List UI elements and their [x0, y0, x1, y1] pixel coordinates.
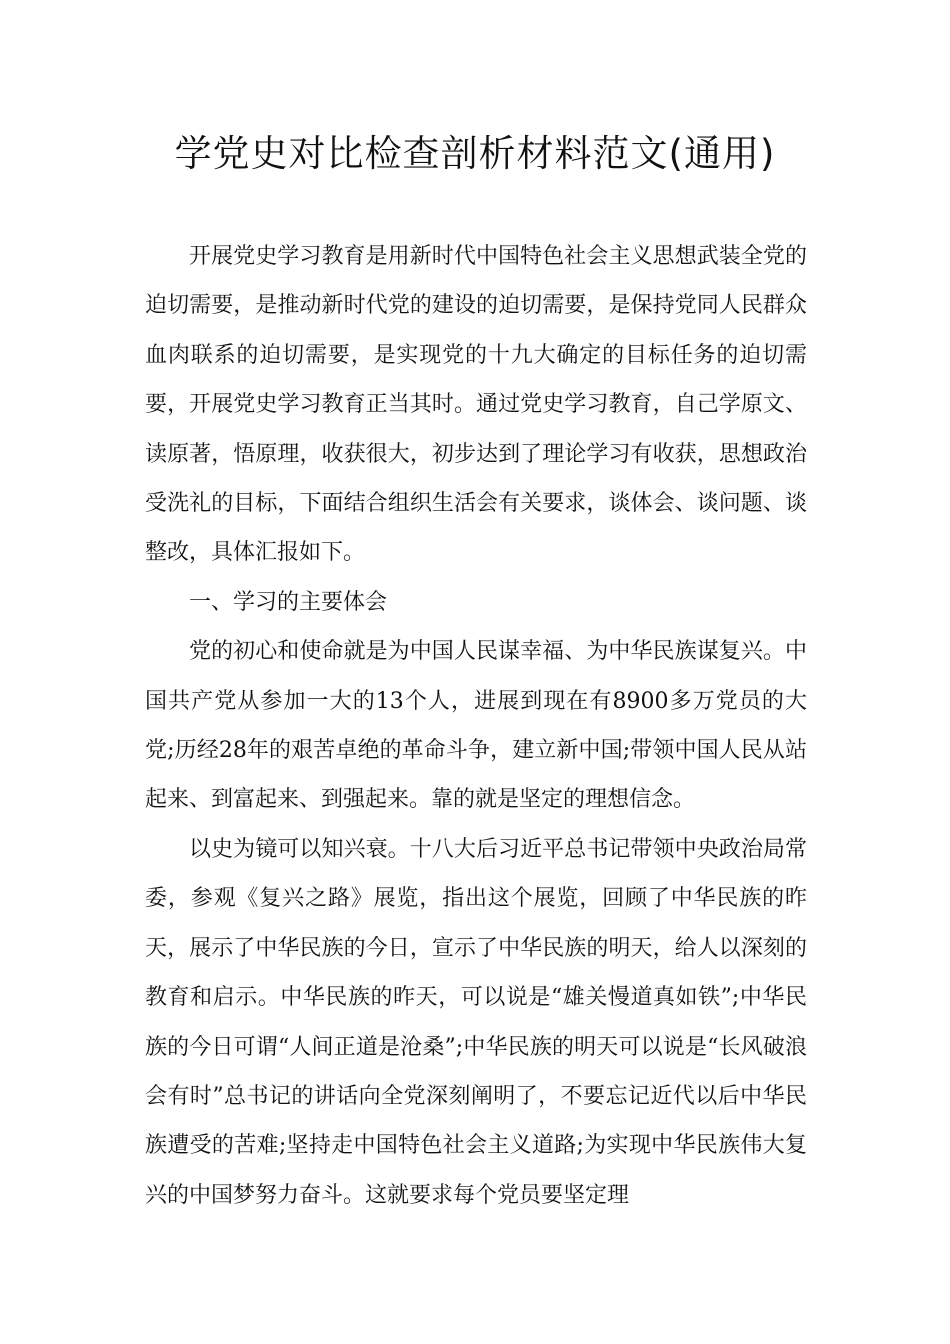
document-body: [145, 232, 807, 1220]
document-title: 学党史对比检查剖析材料范文(通用): [174, 132, 776, 175]
section-heading-1: 一、学习的主要体会: [189, 589, 388, 615]
paragraph-mission: 党的初心和使命就是为中国人民谋幸福、为中华民族谋复兴。中国共产党从参加一大的13个人，进展到现在有8900多万党员的大党;历经28年的艰苦卓绝的革命斗争，建立新中国;带领中国人民从站起来、到富起来、到强起来。靠的就是坚定的理想信念。: [145, 639, 807, 813]
paragraph-history-mirror: 以史为镜可以知兴衰。十八大后习近平总书记带领中央政治局常委，参观《复兴之路》展览，指出这个展览，回顾了中华民族的昨天，展示了中华民族的今日，宣示了中华民族的明天，给人以深刻的教育和启示。中华民族的昨天，可以说是“雄关慢道真如铁”;中华民族的今日可谓“人间正道是沧桑”;中华民族的明天可以说是“长风破浪会有时”总书记的讲话向全党深刻阐明了，不要忘记近代以后中华民族遭受的苦难;坚持走中国特色社会主义道路;为实现中华民族伟大复兴的中国梦努力奋斗。这就要求每个党员要坚定理: [145, 836, 807, 1208]
paragraph-intro: 开展党史学习教育是用新时代中国特色社会主义思想武装全党的迫切需要，是推动新时代党的建设的迫切需要，是保持党同人民群众血肉联系的迫切需要，是实现党的十九大确定的目标任务的迫切需要，开展党史学习教育正当其时。通过党史学习教育，自己学原文、读原著，悟原理，收获很大，初步达到了理论学习有收获，思想政治受洗礼的目标，下面结合组织生活会有关要求，谈体会、谈问题、谈整改，具体汇报如下。: [145, 244, 807, 566]
